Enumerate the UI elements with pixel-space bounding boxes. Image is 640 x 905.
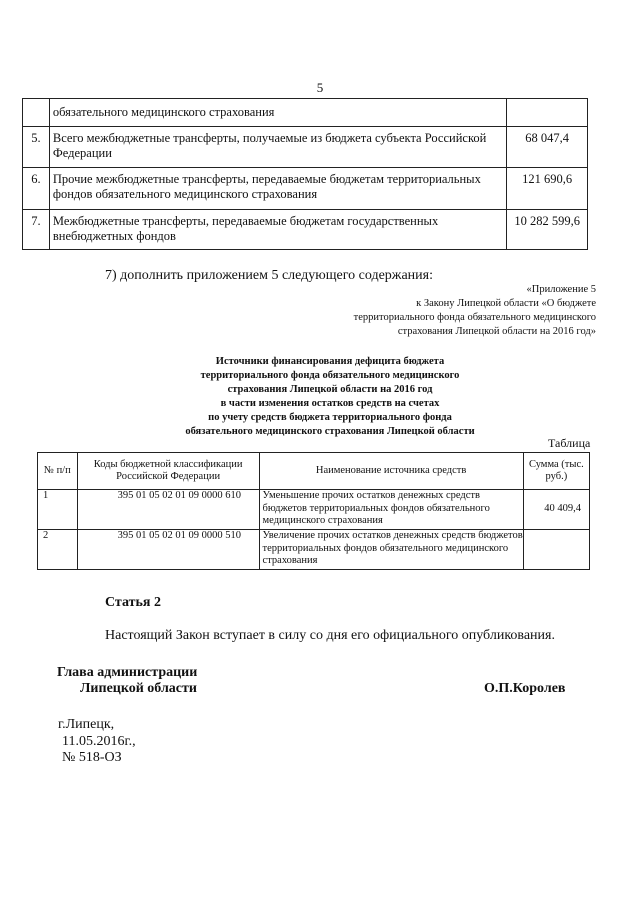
page-number: 5 <box>316 80 324 95</box>
row-sum: 40 409,4 <box>523 490 589 530</box>
signatory-title-line1: Глава администрации <box>57 665 198 680</box>
heading-line: по учету средств бюджета территориального фонда <box>208 412 452 423</box>
article-title: Статья 2 <box>105 595 161 610</box>
law-number: № 518-ОЗ <box>62 750 122 765</box>
table-row <box>23 210 588 250</box>
row-number: 7. <box>23 210 50 250</box>
row-sum <box>523 530 589 570</box>
header-name: Наименование источника средств <box>259 453 523 490</box>
place-date-number <box>58 717 136 767</box>
row-name: Уменьшение прочих остатков денежных средств бюджетов территориальных фондов обязательного медицинского страхования <box>259 490 523 530</box>
row-text: Прочие межбюджетные трансферты, передаваемые бюджетам территориальных фондов обязательного медицинского страхования <box>49 168 506 210</box>
city: г.Липецк, <box>58 717 115 732</box>
table-row <box>23 99 588 127</box>
table-row <box>23 127 588 168</box>
table-label: Таблица <box>548 436 591 450</box>
row-number <box>23 99 50 127</box>
table-header-row <box>38 453 590 490</box>
row-number: 5. <box>23 127 50 168</box>
row-amount <box>507 99 588 127</box>
addition-line: 7) дополнить приложением 5 следующего содержания: <box>105 268 433 283</box>
appendix-line: к Закону Липецкой области «О бюджете <box>416 298 596 309</box>
sources-heading <box>130 355 530 439</box>
sources-table <box>37 452 590 570</box>
row-text: Межбюджетные трансферты, передаваемые бюджетам государственных внебюджетных фондов <box>49 210 506 250</box>
date: 11.05.2016г., <box>62 733 136 749</box>
signatory-title-line2: Липецкой области <box>80 681 197 696</box>
row-code: 395 01 05 02 01 09 0000 510 <box>77 530 259 570</box>
row-number: 2 <box>38 530 78 570</box>
row-amount: 68 047,4 <box>507 127 588 168</box>
table-row <box>38 530 590 570</box>
row-number: 1 <box>38 490 78 530</box>
heading-line: территориального фонда обязательного медицинского <box>200 370 460 381</box>
row-name: Увеличение прочих остатков денежных средств бюджетов территориальных фондов обязательного медицинского страхования <box>259 530 523 570</box>
heading-line: страхования Липецкой области на 2016 год <box>227 384 433 395</box>
row-text: Всего межбюджетные трансферты, получаемые из бюджета субъекта Российской Федерации <box>49 127 506 168</box>
law-text: Настоящий Закон вступает в силу со дня его официального опубликования. <box>105 628 555 643</box>
row-text: обязательного медицинского страхования <box>49 99 506 127</box>
appendix-line: территориального фонда обязательного медицинского <box>353 312 596 323</box>
row-number: 6. <box>23 168 50 210</box>
row-amount: 121 690,6 <box>507 168 588 210</box>
transfers-table <box>22 98 588 250</box>
appendix-line: «Приложение 5 <box>526 284 596 295</box>
row-code: 395 01 05 02 01 09 0000 610 <box>77 490 259 530</box>
header-num: № п/п <box>38 453 78 490</box>
heading-line: Источники финансирования дефицита бюджета <box>215 356 445 367</box>
heading-line: обязательного медицинского страхования Липецкой области <box>185 426 475 437</box>
header-sum: Сумма (тыс. руб.) <box>523 453 589 490</box>
heading-line: в части изменения остатков средств на счетах <box>220 398 440 409</box>
signatory-name: О.П.Королев <box>484 681 566 696</box>
table-row <box>38 490 590 530</box>
row-amount: 10 282 599,6 <box>507 210 588 250</box>
appendix-reference <box>300 283 596 339</box>
appendix-line: страхования Липецкой области на 2016 год» <box>397 326 596 337</box>
table-row <box>23 168 588 210</box>
header-codes: Коды бюджетной классификации Российской Федерации <box>77 453 259 490</box>
